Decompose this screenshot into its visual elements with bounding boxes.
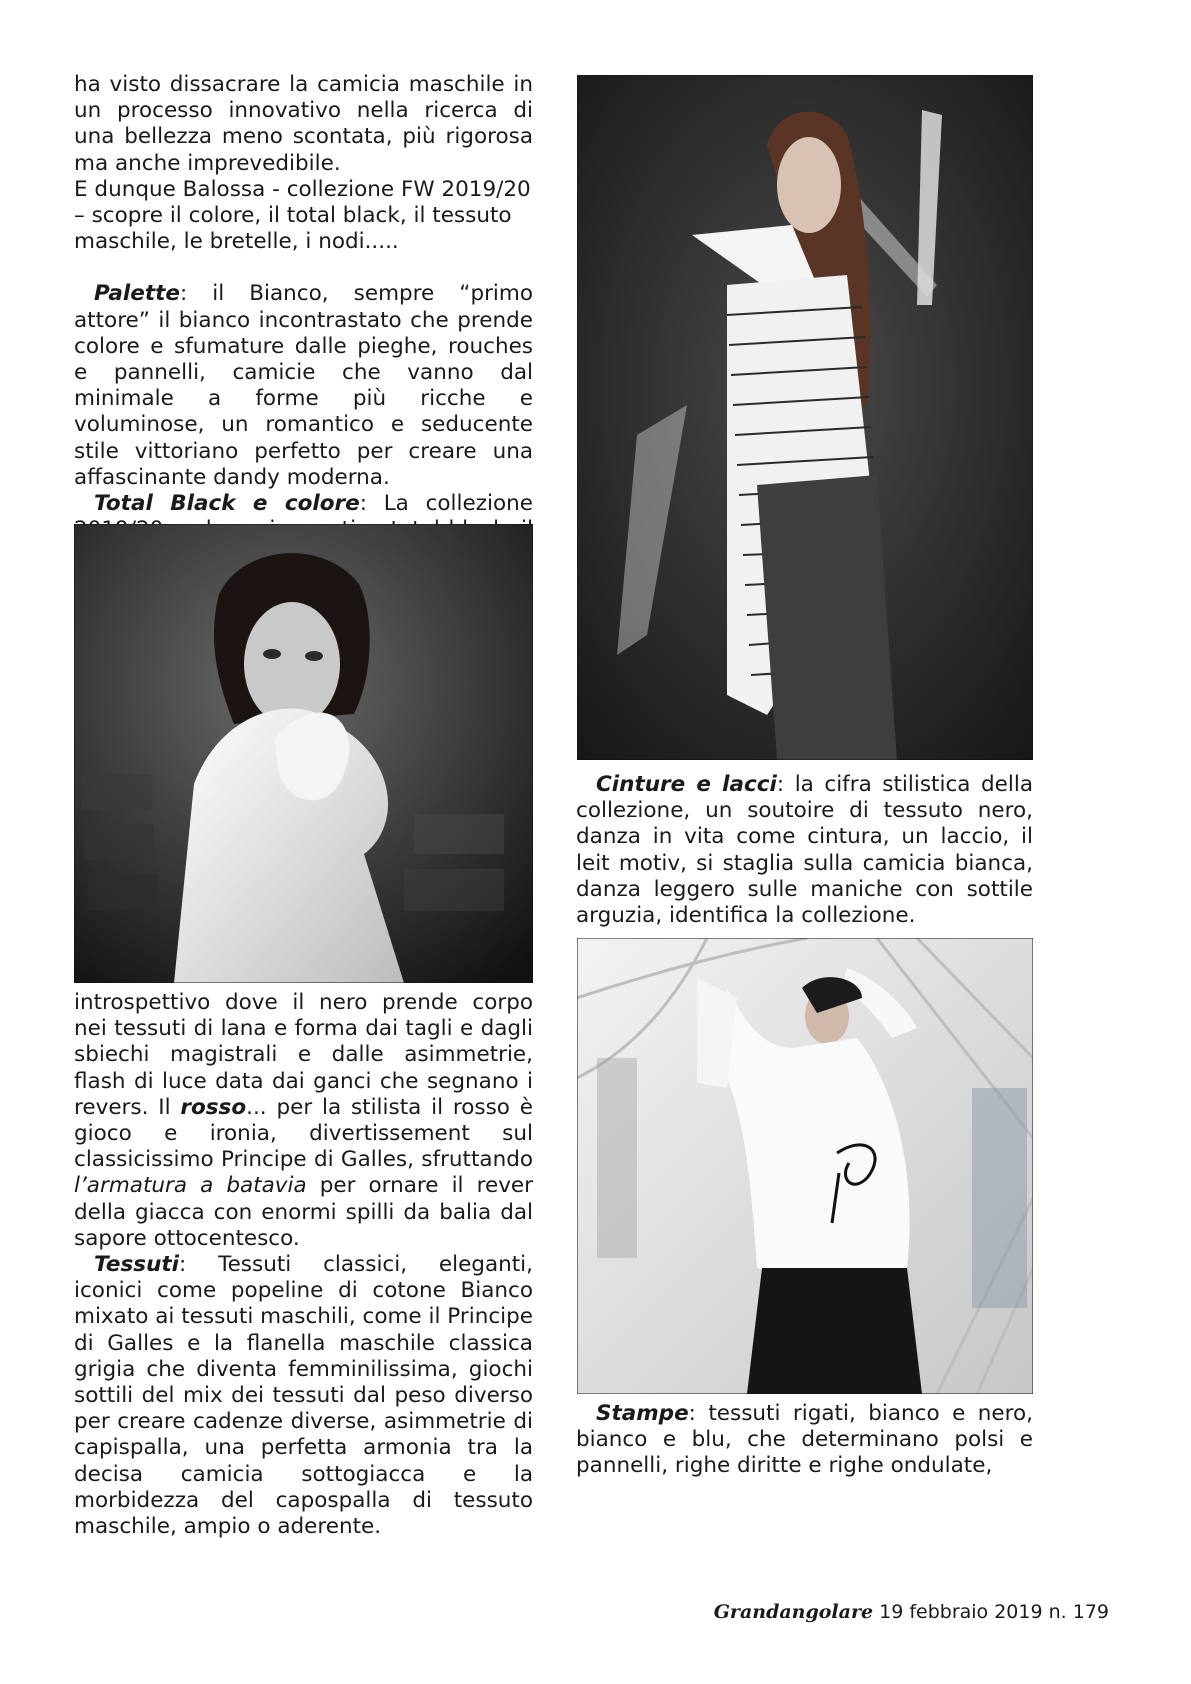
right-column-bottom (576, 1401, 1033, 1480)
cinture-paragraph (576, 772, 1033, 929)
issue-date: 19 febbraio 2019 n. 179 (873, 1601, 1109, 1623)
left-column-top (74, 72, 533, 570)
palette-paragraph (74, 281, 533, 491)
total-black-text-b: introspettivo dove il nero prende corpo nei tessuti di lana e forma dai tagli e dagli sbiechi magistrali e dalle asimmetrie, flash di luce data dai ganci che segnano i revers. Il (74, 990, 533, 1120)
bw-portrait-image (74, 524, 533, 983)
magazine-brand: Grandangolare (713, 1601, 874, 1623)
left-column-bottom (74, 990, 533, 1540)
palette-heading: Palette (94, 281, 180, 307)
armatura-phrase: l’armatura a batavia (74, 1173, 307, 1199)
cinture-heading: Cinture e lacci (596, 772, 777, 797)
total-black-text-d: per ornare il rever della giacca con enormi spilli da balia dal sapore ottocentesco. (74, 1173, 533, 1251)
stampe-text: : tessuti rigati, bianco e nero, bianco e blu, che determinano polsi e pannelli, righe diritte e righe ondulate, (576, 1401, 1033, 1479)
striped-shirt-image (577, 75, 1033, 760)
tessuti-paragraph (74, 1252, 533, 1540)
total-black-text-c: ... per la stilista il rosso è gioco e ironia, divertissement sul classicissimo Principe di Galles, sfruttando (74, 1094, 534, 1173)
palette-text: : il Bianco, sempre “primo attore” il bianco incontrastato che prende colore e sfumature dalle pieghe, rouches e pannelli, camicie che vanno dal minimale a forme più ricche e voluminose, un romantico e seducente stile vittoriano perfetto per creare una affascinante dandy moderna. (74, 281, 533, 490)
photo-white-shirt (577, 938, 1033, 1394)
stampe-heading: Stampe (596, 1401, 689, 1426)
white-shirt-image (577, 938, 1033, 1394)
tessuti-heading: Tessuti (94, 1252, 180, 1278)
total-black-text: : La collezione (359, 491, 534, 517)
total-black-heading: Total Black e colore (94, 491, 360, 517)
tessuti-text: : Tessuti classici, eleganti, iconici come popeline di cotone Bianco mixato ai tessuti maschili, come il Principe di Galles e la flanella maschile classica grigia che diventa femminilissima, giochi sottili del mix dei tessuti dal peso diverso per creare cadenze diverse, asimmetrie di capispalla, una perfetta armonia tra la decisa camicia sottogiacca e la morbidezza del capospalla di tessuto maschile, ampio o aderente. (74, 1252, 533, 1540)
intro-paragraph-2: E dunque Balossa - collezione FW 2019/20 – scopre il colore, il total black, il tessuto maschile, le bretelle, i nodi..... (74, 176, 531, 255)
photo-striped-shirt (577, 75, 1033, 760)
paragraph-gap (74, 255, 533, 281)
total-black-continued (74, 990, 533, 1252)
intro-paragraph-1: ha visto dissacrare la camicia maschile in un processo innovativo nella ricerca di una bellezza meno scontata, più rigorosa ma anche imprevedibile. (74, 72, 533, 176)
right-column-middle (576, 772, 1033, 929)
stampe-paragraph (576, 1401, 1033, 1480)
cinture-text: : la cifra stilistica della collezione, un soutoire di tessuto nero, danza in vita come cintura, un laccio, il leit motiv, si staglia sulla camicia bianca, danza leggero sulle maniche con sottile arguzia, identifica la collezione. (576, 772, 1033, 929)
rosso-word: rosso (180, 1094, 247, 1120)
page-footer (714, 1601, 1109, 1623)
photo-bw-portrait (74, 524, 533, 983)
